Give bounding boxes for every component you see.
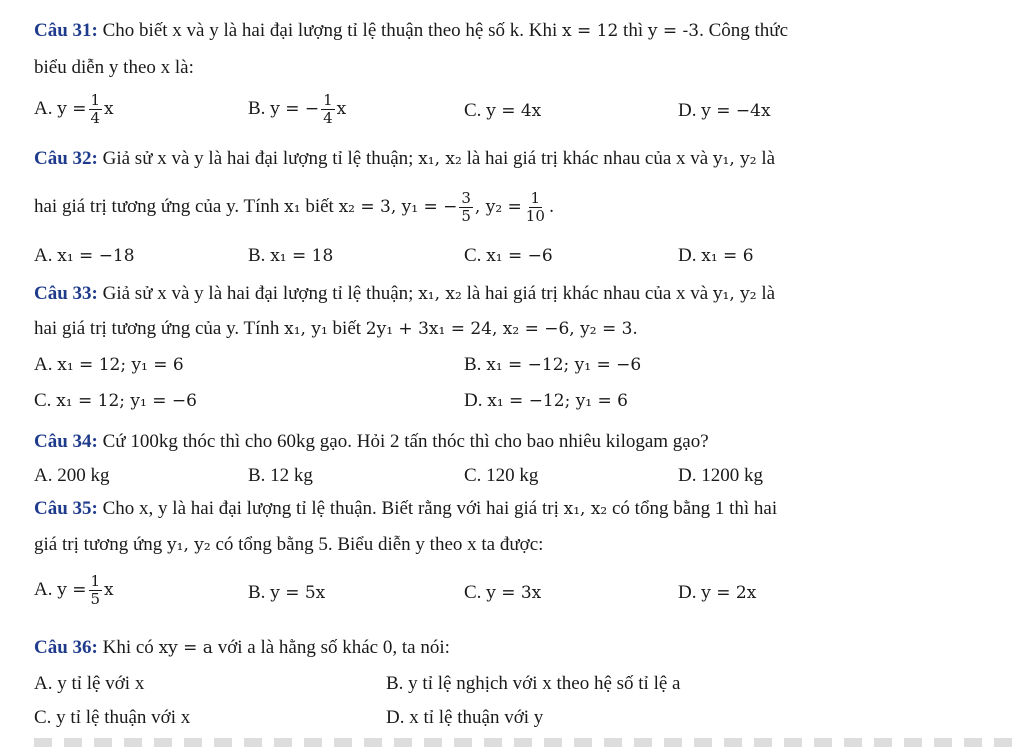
q31-option-a: A. y = $\frac{1}{4}$ x [34, 91, 114, 127]
q31-option-b: B. y = − $\frac{1}{4}$ x [248, 91, 347, 127]
fraction: $\frac{3}{5}$ [461, 189, 471, 225]
q34-option-a: A. 200 kg [34, 465, 110, 486]
q33-option-b: B. x₁ = −12; y₁ = −6 [464, 354, 642, 375]
q36-line-1: Câu 36: Khi có xy = a với a là hằng số khác 0, ta nói: [34, 637, 450, 658]
q35-option-b: B. y = 5x [248, 582, 326, 603]
q36-option-d: D. x tỉ lệ thuận với y [386, 707, 544, 728]
q35-heading: Câu 35: [34, 498, 98, 519]
q32-line-1: Câu 32: Giả sử x và y là hai đại lượng tỉ lệ thuận; x₁, x₂ là hai giá trị khác nhau của x và y₁, y₂ là [34, 148, 776, 169]
q34-option-c: C. 120 kg [464, 465, 539, 486]
q32-option-c: C. x₁ = −6 [464, 245, 553, 266]
q35-option-d: D. y = 2x [678, 582, 757, 603]
fraction: $\frac{1}{4}$ [90, 91, 101, 127]
q36-heading: Câu 36: [34, 637, 98, 658]
q33-option-c: C. x₁ = 12; y₁ = −6 [34, 390, 197, 411]
q33-line-1: Câu 33: Giả sử x và y là hai đại lượng tỉ lệ thuận; x₁, x₂ là hai giá trị khác nhau của x và y₁, y₂ là [34, 283, 776, 304]
q35-option-a: A. y = $\frac{1}{5}$ x [34, 572, 114, 608]
fraction: $\frac{1}{4}$ [323, 91, 333, 127]
q36-option-b: B. y tỉ lệ nghịch với x theo hệ số tỉ lệ a [386, 673, 681, 694]
q33-option-d: D. x₁ = −12; y₁ = 6 [464, 390, 628, 411]
q36-option-c: C. y tỉ lệ thuận với x [34, 707, 191, 728]
q35-option-c: C. y = 3x [464, 582, 542, 603]
cropped-next-line [34, 738, 1024, 747]
q32-line-2: hai giá trị tương ứng của y. Tính x₁ biết x₂ = 3, y₁ = − $\frac{3}{5}$ , y₂ = $\frac{1}{10}$ . [34, 189, 555, 225]
q34-line-1: Câu 34: Cứ 100kg thóc thì cho 60kg gạo. Hỏi 2 tấn thóc thì cho bao nhiêu kilogam gạo? [34, 431, 709, 452]
q31-option-d: D. y = −4x [678, 100, 771, 121]
q32-heading: Câu 32: [34, 148, 98, 169]
q31-line-2: biểu diễn y theo x là: [34, 57, 194, 78]
q34-option-b: B. 12 kg [248, 465, 313, 486]
q31-line-1: Câu 31: Cho biết x và y là hai đại lượng tỉ lệ thuận theo hệ số k. Khi x = 12 thì y = -3. Công thức [34, 20, 789, 41]
q31-heading: Câu 31: [34, 20, 98, 41]
q33-option-a: A. x₁ = 12; y₁ = 6 [34, 354, 184, 375]
q32-option-a: A. x₁ = −18 [34, 245, 135, 266]
q33-line-2: hai giá trị tương ứng của y. Tính x₁, y₁ biết 2y₁ + 3x₁ = 24, x₂ = −6, y₂ = 3. [34, 318, 638, 339]
q32-option-b: B. x₁ = 18 [248, 245, 334, 266]
q35-line-2: giá trị tương ứng y₁, y₂ có tổng bằng 5. Biểu diễn y theo x ta được: [34, 534, 544, 555]
fraction: $\frac{1}{5}$ [90, 572, 101, 608]
q31-option-c: C. y = 4x [464, 100, 542, 121]
q32-option-d: D. x₁ = 6 [678, 245, 754, 266]
q35-line-1: Câu 35: Cho x, y là hai đại lượng tỉ lệ thuận. Biết rằng với hai giá trị x₁, x₂ có tổng bằng 1 thì hai [34, 498, 778, 519]
q34-option-d: D. 1200 kg [678, 465, 763, 486]
fraction: $\frac{1}{10}$ [525, 189, 545, 225]
q36-option-a: A. y tỉ lệ với x [34, 673, 145, 694]
q34-heading: Câu 34: [34, 431, 98, 452]
q33-heading: Câu 33: [34, 283, 98, 304]
